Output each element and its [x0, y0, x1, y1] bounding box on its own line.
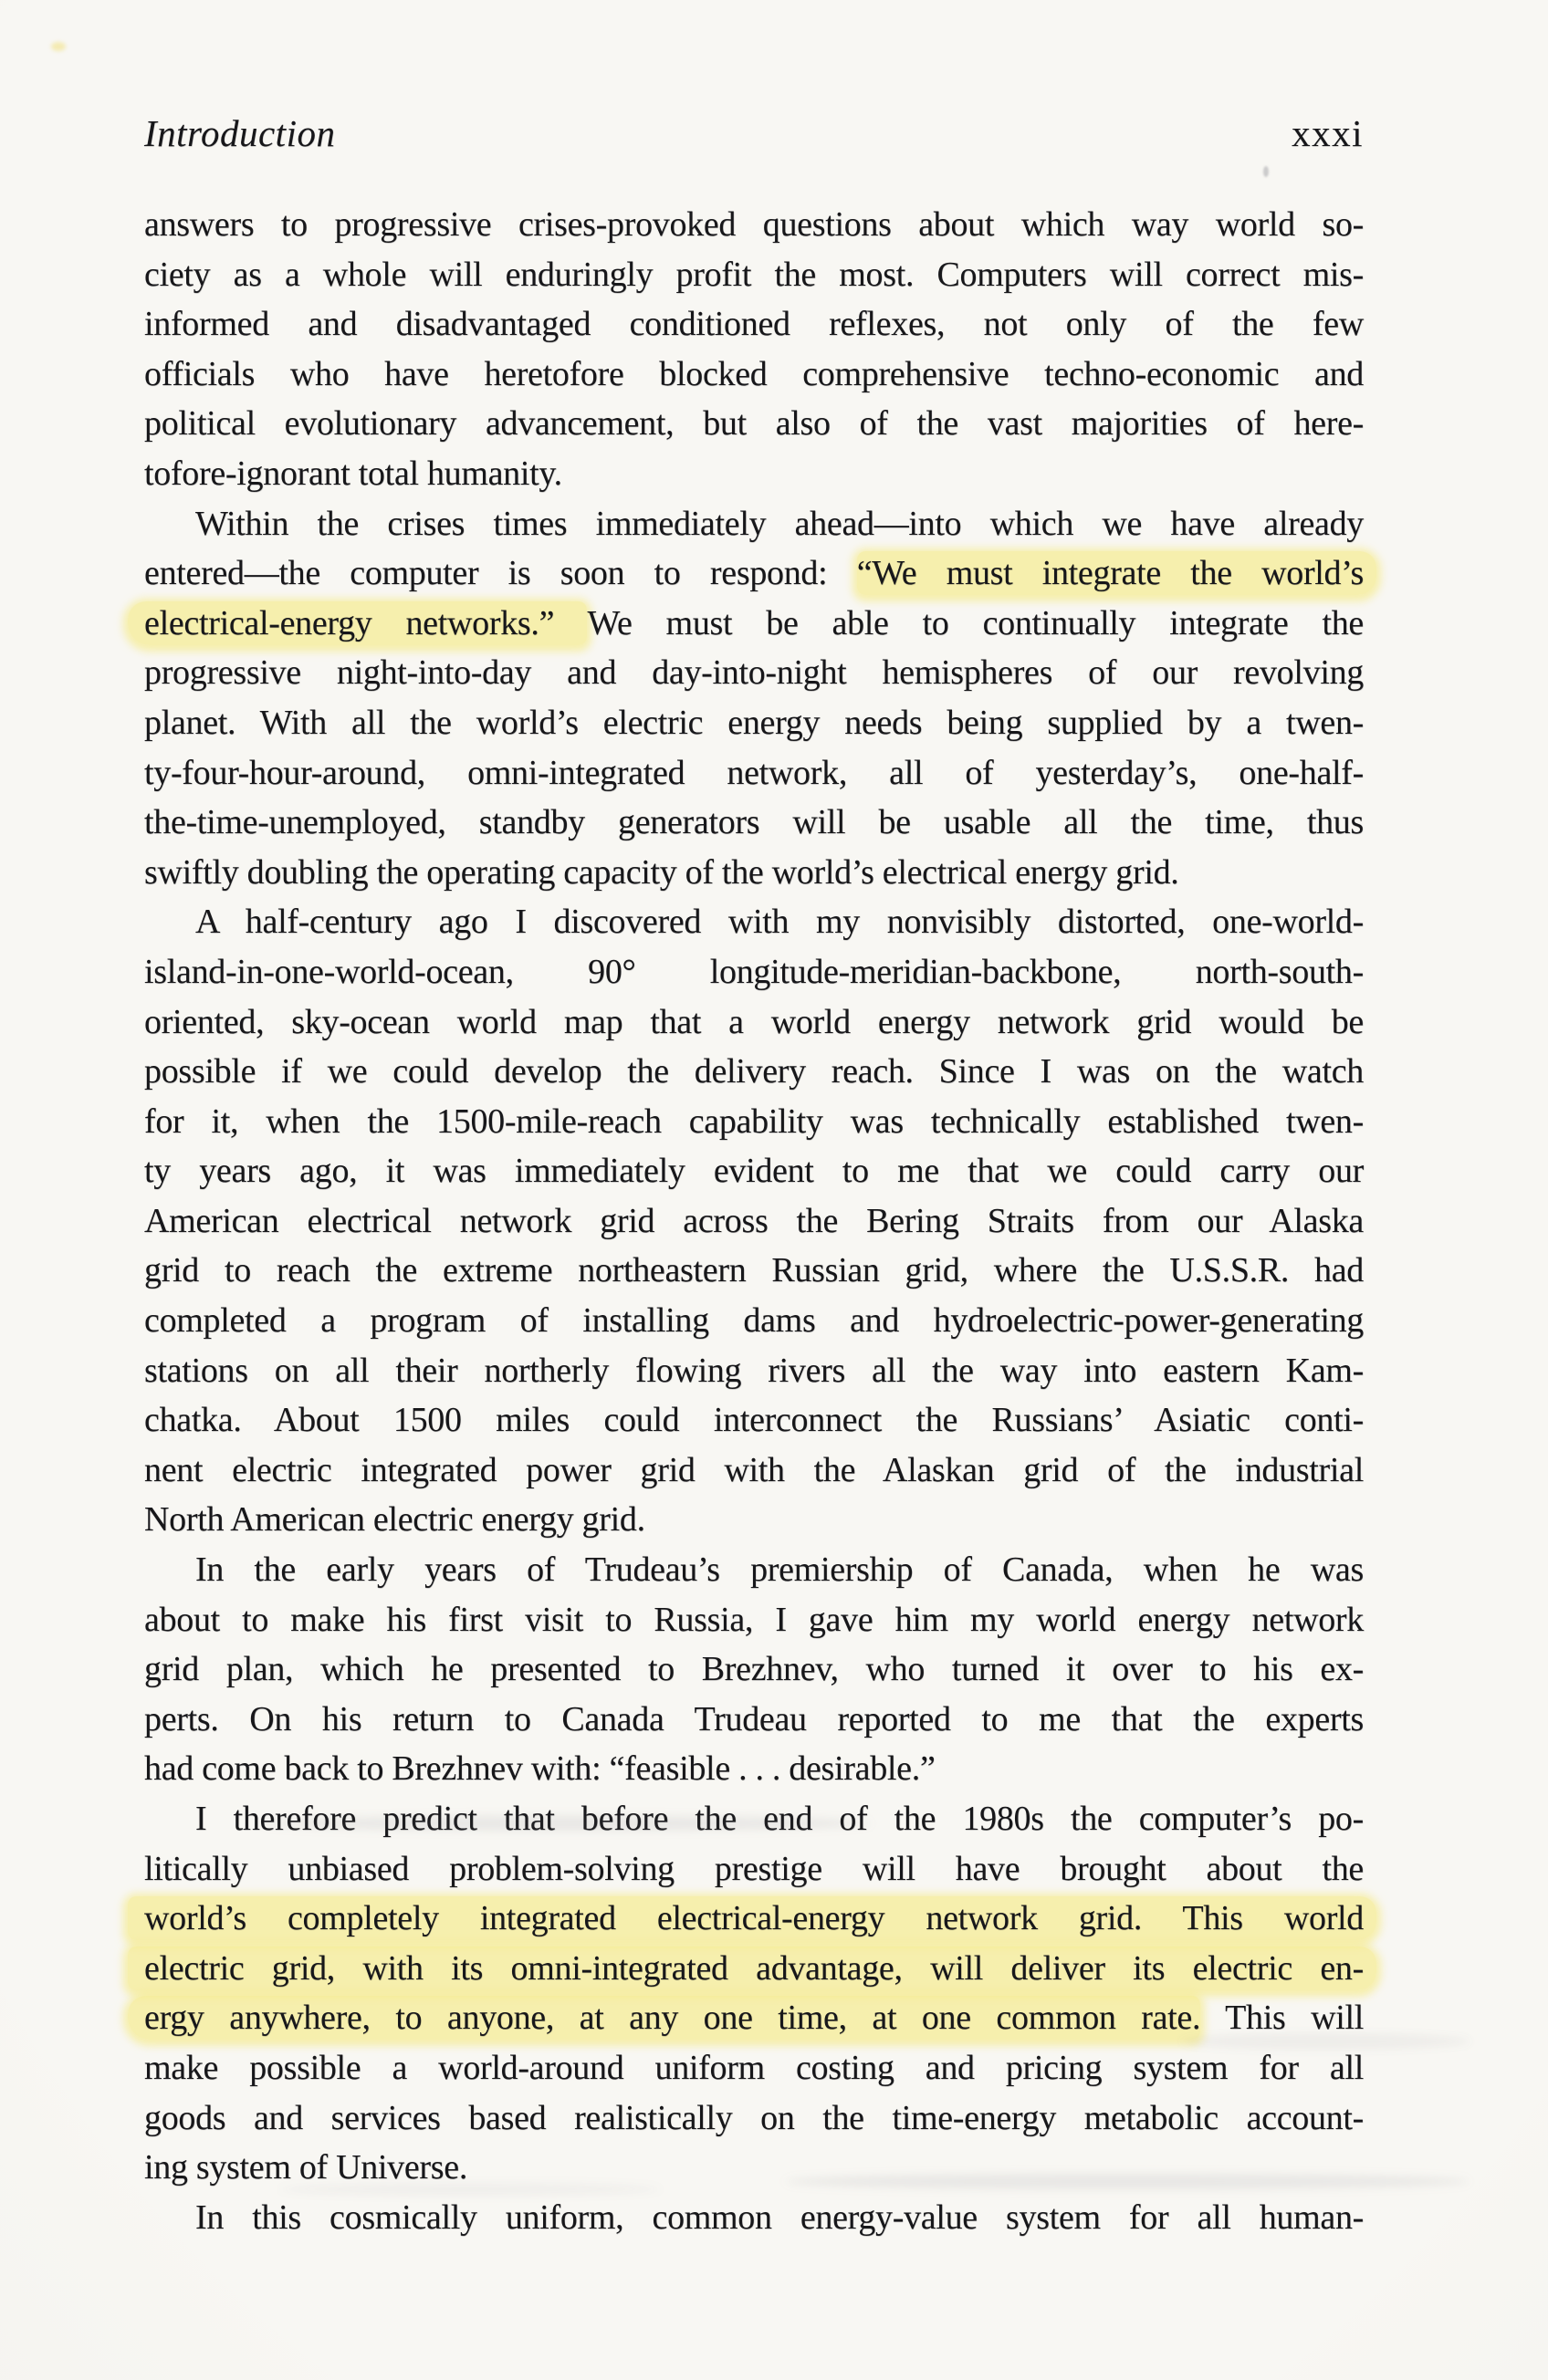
- text-line: [144, 798, 1364, 848]
- text-segment: oriented, sky-ocean world map that a world energy network grid would be: [144, 1002, 1364, 1041]
- paragraph: [144, 2193, 1364, 2243]
- text-line: [144, 1844, 1364, 1895]
- text-segment: We must be able to continually integrate the: [587, 603, 1365, 642]
- text-segment: planet. With all the world’s electric energy needs being supplied by a twen-: [144, 703, 1364, 742]
- highlight: electric grid, with its omni-integrated advantage, will deliver its electric en-: [128, 1947, 1376, 1990]
- text-line: [144, 1246, 1364, 1296]
- paragraph: [144, 499, 1364, 898]
- text-line: [144, 1296, 1364, 1346]
- text-segment: In the early years of Trudeau’s premiership of Canada, when he was: [195, 1550, 1364, 1590]
- text-line: [144, 1146, 1364, 1196]
- text-segment: ing system of Universe.: [144, 2148, 468, 2187]
- text-segment: make possible a world-around uniform costing and pricing system for all: [144, 2048, 1364, 2087]
- text-segment: the-time-unemployed, standby generators will be usable all the time, thus: [144, 803, 1364, 842]
- text-segment: tofore-ignorant total humanity.: [144, 454, 562, 493]
- scan-speck: [51, 42, 66, 51]
- highlight: “We must integrate the world’s: [857, 551, 1376, 595]
- paragraph: [144, 897, 1364, 1545]
- text-line: [144, 599, 1364, 649]
- text-line: [144, 748, 1364, 799]
- page-number: xxxi: [1292, 112, 1364, 154]
- text-segment: ciety as a whole will enduringly profit the most. Computers will correct mis-: [144, 255, 1364, 294]
- paragraph: [144, 200, 1364, 499]
- paragraph: [144, 1794, 1364, 2193]
- text-segment: answers to progressive crises-provoked questions about which way world so-: [144, 205, 1364, 244]
- text-line: [144, 1196, 1364, 1247]
- text-segment: informed and disadvantaged conditioned reflexes, not only of the few: [144, 305, 1364, 344]
- paragraph: [144, 1545, 1364, 1794]
- scan-speck: [1263, 166, 1269, 177]
- text-line: [144, 1695, 1364, 1745]
- text-line: [144, 947, 1364, 997]
- text-line: [144, 1097, 1364, 1147]
- text-segment: completed a program of installing dams and hydroelectric-power-generating: [144, 1301, 1364, 1341]
- text-segment: grid plan, which he presented to Brezhnev, who turned it over to his ex-: [144, 1650, 1364, 1689]
- text-segment: stations on all their northerly flowing rivers all the way into eastern Kam-: [144, 1351, 1364, 1390]
- text-line: [144, 1495, 1364, 1545]
- text-segment: ty-four-hour-around, omni-integrated network, all of yesterday’s, one-half-: [144, 753, 1364, 792]
- page-title: Introduction: [144, 112, 336, 154]
- text-line: [144, 1794, 1364, 1844]
- text-line: [144, 698, 1364, 748]
- text-segment: American electrical network grid across the Bering Straits from our Alaska: [144, 1201, 1364, 1240]
- text-segment: ty years ago, it was immediately evident to me that we could carry our: [144, 1152, 1364, 1191]
- text-segment: goods and services based realistically on the time-energy metabolic account-: [144, 2098, 1364, 2137]
- text-line: [144, 1545, 1364, 1595]
- page-header: [144, 111, 1364, 155]
- text-segment: political evolutionary advancement, but also of the vast majorities of here-: [144, 404, 1364, 444]
- text-segment: I therefore predict that before the end of the 1980s the computer’s po-: [195, 1800, 1364, 1838]
- text-line: [144, 1993, 1364, 2043]
- text-line: [144, 2193, 1364, 2243]
- text-line: [144, 399, 1364, 449]
- text-line: [144, 1446, 1364, 1496]
- text-segment: officials who have heretofore blocked comprehensive techno-economic and: [144, 354, 1364, 393]
- text-segment: nent electric integrated power grid with the Alaskan grid of the industrial: [144, 1450, 1364, 1489]
- text-line: [144, 997, 1364, 1048]
- text-line: [144, 1047, 1364, 1097]
- text-segment: perts. On his return to Canada Trudeau reported to me that the experts: [144, 1699, 1364, 1738]
- text-line: [144, 2093, 1364, 2144]
- text-segment: chatka. About 1500 miles could interconnect the Russians’ Asiatic conti-: [144, 1401, 1364, 1440]
- text-line: [144, 1744, 1364, 1794]
- text-segment: Within the crises times immediately ahead—into which we have already: [195, 504, 1364, 543]
- text-segment: litically unbiased problem-solving prestige will have brought about the: [144, 1849, 1364, 1888]
- text-line: [144, 1595, 1364, 1645]
- text-line: [144, 548, 1364, 599]
- highlight: ergy anywhere, to anyone, at any one time, at one common rate.: [128, 1996, 1200, 2040]
- text-segment: for it, when the 1500-mile-reach capability was technically established twen-: [144, 1101, 1364, 1141]
- text-line: [144, 1894, 1364, 1944]
- highlight: world’s completely integrated electrical-energy network grid. This world: [128, 1896, 1376, 1940]
- text-line: [144, 200, 1364, 250]
- highlight: electrical-energy networks.”: [128, 601, 587, 645]
- text-line: [144, 897, 1364, 947]
- text-segment: This will: [1200, 1999, 1364, 2038]
- text-segment: A half-century ago I discovered with my nonvisibly distorted, one-world-: [195, 903, 1364, 942]
- text-segment: progressive night-into-day and day-into-night hemispheres of our revolving: [144, 653, 1364, 693]
- text-segment: about to make his first visit to Russia, I gave him my world energy network: [144, 1600, 1364, 1639]
- text-segment: grid to reach the extreme northeastern Russian grid, where the U.S.S.R. had: [144, 1251, 1364, 1290]
- text-segment: North American electric energy grid.: [144, 1500, 645, 1540]
- text-line: [144, 1395, 1364, 1446]
- text-line: [144, 648, 1364, 698]
- text-line: [144, 1644, 1364, 1695]
- text-segment: possible if we could develop the delivery reach. Since I was on the watch: [144, 1052, 1364, 1091]
- text-segment: had come back to Brezhnev with: “feasible . . . desirable.”: [144, 1749, 936, 1789]
- text-line: [144, 848, 1364, 898]
- text-line: [144, 499, 1364, 549]
- text-line: [144, 2043, 1364, 2093]
- text-line: [144, 350, 1364, 400]
- text-segment: swiftly doubling the operating capacity of the world’s electrical energy grid.: [144, 852, 1179, 892]
- text-line: [144, 299, 1364, 350]
- page-body: [144, 200, 1364, 2242]
- text-segment: island-in-one-world-ocean, 90° longitude-meridian-backbone, north-south-: [144, 952, 1364, 991]
- text-line: [144, 449, 1364, 499]
- text-line: [144, 1944, 1364, 1994]
- text-line: [144, 250, 1364, 300]
- text-segment: In this cosmically uniform, common energy-value system for all human-: [195, 2197, 1364, 2237]
- text-segment: entered—the computer is soon to respond:: [144, 554, 857, 593]
- text-line: [144, 2143, 1364, 2193]
- text-line: [144, 1346, 1364, 1396]
